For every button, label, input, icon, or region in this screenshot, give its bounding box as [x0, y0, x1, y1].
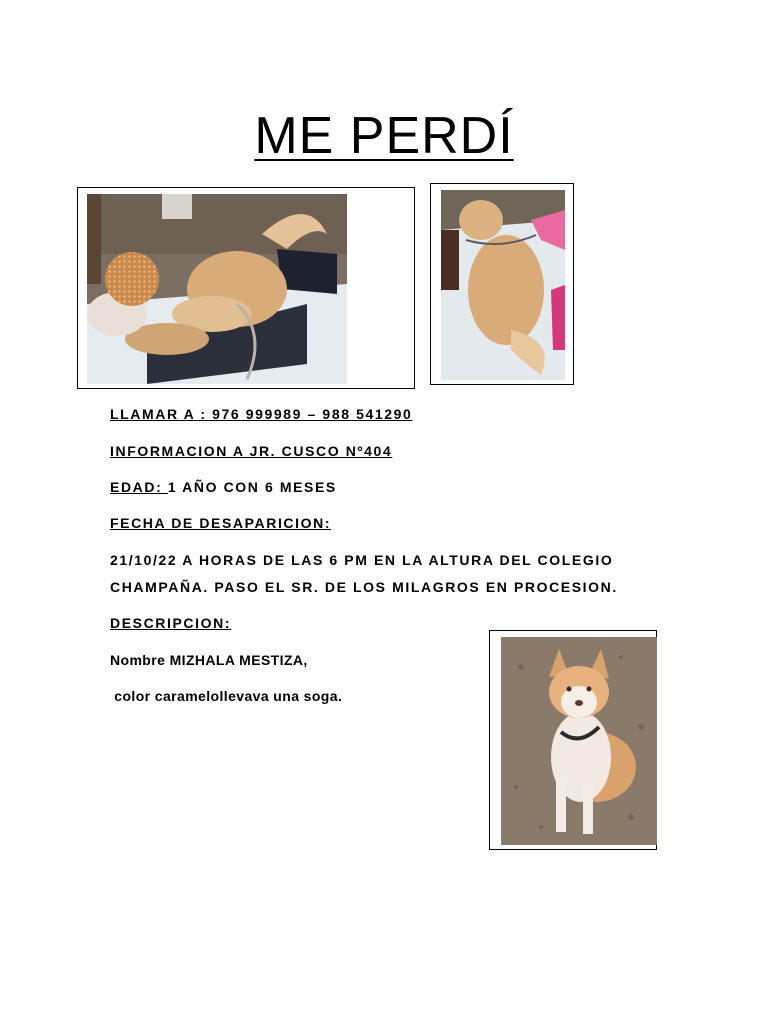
date-label: FECHA DE DESAPARICION: — [110, 515, 332, 531]
dog-photo-2 — [441, 190, 565, 380]
dog-photo-3 — [501, 637, 657, 845]
poster-title: ME PERDÍ — [254, 107, 514, 165]
dog-photo-1 — [87, 194, 347, 384]
date-line-2: CHAMPAÑA. PASO EL SR. DE LOS MILAGROS EN PROCESION. — [110, 579, 618, 595]
call-line: LLAMAR A : 976 999989 – 988 541290 — [110, 406, 413, 422]
age-line — [110, 479, 337, 495]
description-label: DESCRIPCION: — [110, 615, 232, 631]
photo-frame-1 — [77, 187, 415, 389]
photo-frame-2 — [430, 183, 574, 385]
age-value: 1 AÑO CON 6 MESES — [167, 479, 337, 495]
description-line — [110, 615, 277, 631]
photo-frame-3 — [489, 630, 657, 850]
date-line-1: 21/10/22 A HORAS DE LAS 6 PM EN LA ALTURA DEL COLEGIO — [110, 552, 614, 568]
age-label: EDAD: — [110, 479, 168, 495]
name-line: Nombre MIZHALA MESTIZA, — [110, 652, 308, 668]
color-line: color caramelollevava una soga. — [110, 688, 343, 704]
info-line: INFORMACION A JR. CUSCO Nº404 — [110, 443, 393, 459]
